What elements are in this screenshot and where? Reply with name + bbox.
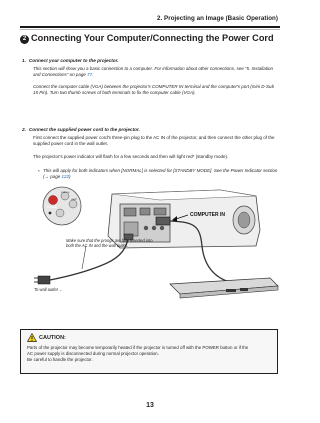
note-bullet: * xyxy=(38,169,40,174)
step-1-heading xyxy=(22,58,119,63)
prongs-callout-line-2: both the AC IN and the wall outlet. xyxy=(66,243,128,249)
caution-line-3: Be careful to handle the projector. xyxy=(27,357,93,363)
connection-illustration xyxy=(20,186,282,306)
section-title-text: Connecting Your Computer/Connecting the Power Cord xyxy=(31,33,274,43)
caution-heading-text: CAUTION: xyxy=(39,334,66,341)
computer-in-label: COMPUTER IN xyxy=(190,212,225,218)
caution-line-2: AC power supply is disconnected during normal projector operation. xyxy=(27,351,159,357)
step-2-paragraph-2: The projector's power indicator will flash for a few seconds and then will light red* (standby mode). xyxy=(33,154,229,159)
page-link-77[interactable]: 77 xyxy=(87,72,93,78)
step-2-heading xyxy=(22,127,140,132)
wall-outlet-label xyxy=(34,287,63,292)
caution-body xyxy=(27,345,273,363)
caution-line-1: Parts of the projector may become temporarily heated if the projector is turned off with the POWER button or if the xyxy=(27,345,249,350)
step-2-heading-text: Connect the supplied power cord to the projector. xyxy=(28,127,140,132)
page-number: 13 xyxy=(146,402,154,409)
panel-label-status: STATUS xyxy=(61,192,70,194)
step-1-paragraph-2: Connect the computer cable (VGA) between the projector's COMPUTER IN terminal and the computer's port (mini D-Sub 15 Pin). Turn two thumb screws of both terminals to fix the computer cable (VGA). xyxy=(33,84,275,96)
section-number-badge: 2 xyxy=(20,35,29,44)
wall-outlet-label-text: To wall outlet xyxy=(34,287,58,292)
prongs-callout-line-1: Make sure that the prongs are fully inserted into xyxy=(66,238,153,243)
section-title xyxy=(20,33,274,44)
step-1-number: 1. xyxy=(22,58,26,63)
step-1-paragraph-1-end: . xyxy=(92,72,94,78)
panel-label-power: POWER xyxy=(47,206,57,209)
warning-icon xyxy=(27,333,37,342)
caution-box xyxy=(20,329,278,374)
panel-label-lamp: LAMP xyxy=(71,199,77,201)
step-2-number: 2. xyxy=(22,127,26,132)
arrow-left-icon: ← xyxy=(58,287,63,292)
prongs-callout xyxy=(66,238,152,249)
wall-plug xyxy=(34,276,50,284)
step-2-paragraph-1: First connect the supplied power cord's three-pin plug to the AC IN of the projector, and then connect the other plug of the supplied power cord in the wall outlet. xyxy=(33,135,275,147)
control-panel-closeup xyxy=(43,187,81,225)
step-1-paragraph-1-text: This section will show you a basic connection to a computer. For information about other connections, see "5. Installation and Connections" on page xyxy=(33,66,274,78)
laptop xyxy=(170,278,278,298)
standby-note-text: This will apply for both indicators when [NORMAL] is selected for [STANDBY MODE]. See the Power Indicator section (→ page xyxy=(43,168,278,180)
header-rule xyxy=(20,26,280,28)
page-link-122[interactable]: 122 xyxy=(61,174,70,180)
chapter-heading: 2. Projecting an Image (Basic Operation) xyxy=(157,15,278,22)
standby-note xyxy=(43,168,278,180)
step-1-paragraph-1 xyxy=(33,66,278,78)
standby-note-end: ) xyxy=(69,174,71,180)
caution-heading xyxy=(27,333,66,342)
step-1-heading-text: Connect your computer to the projector. xyxy=(28,58,119,63)
